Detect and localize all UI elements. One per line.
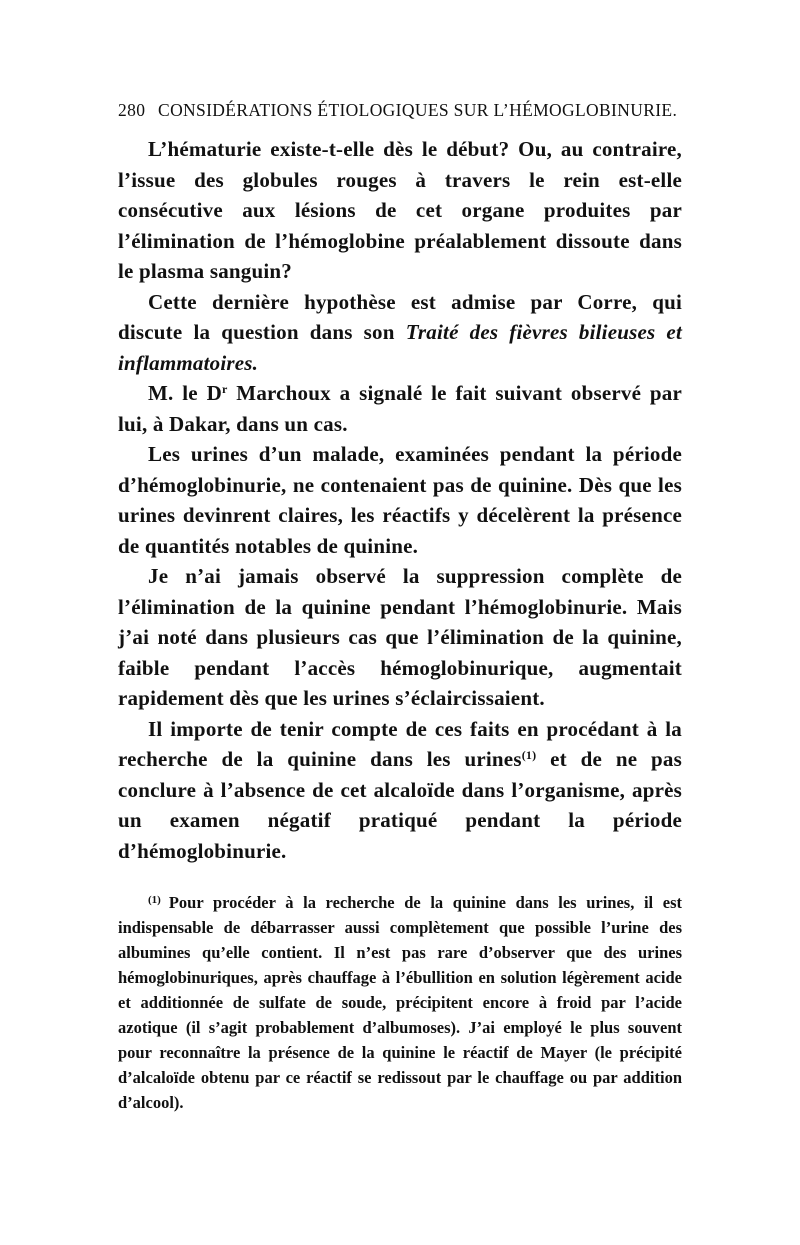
paragraph-2-text: Cette dernière hypothèse est admise par Corre, qui discute la question dans son	[118, 289, 682, 344]
paragraph-6-start: Il importe de tenir compte de ces faits en procédant à la recherche de la quinine dans les urines	[118, 716, 682, 771]
paragraph-5: Je n’ai jamais observé la suppression complète de l’élimination de la quinine pendant l’hémoglobinurie. Mais j’ai noté dans plusieurs cas que l’élimination de la quinine, faible pendant l’accès hémoglobinurique, augmentait rapidement dès que les urines s’éclaircissaient.	[118, 564, 682, 710]
running-header	[118, 98, 682, 122]
paragraph-6	[118, 714, 682, 867]
book-title: Traité des fièvres bilieuses et inflammatoires.	[118, 320, 682, 375]
paragraph-3-end: Marchoux a signalé le fait suivant observé par lui, à Dakar, dans un cas.	[118, 381, 683, 436]
page-number: 280	[118, 100, 146, 120]
paragraph-2	[118, 287, 682, 379]
footnote-reference: (1)	[521, 748, 537, 762]
paragraph-6-end: et de ne pas conclure à l’absence de cet alcaloïde dans l’organisme, après un examen négatif pratiqué pendant la période d’hémoglobinurie.	[118, 747, 682, 863]
doctor-superscript: r	[221, 382, 228, 396]
paragraph-4: Les urines d’un malade, examinées pendant la période d’hémoglobinurie, ne contenaient pas de quinine. Dès que les urines devinrent claires, les réactifs y décelèrent la présence de quantités notables de quinine.	[118, 442, 682, 558]
footnote-marker: (1)	[148, 894, 161, 906]
book-page	[118, 98, 682, 1115]
main-text	[118, 134, 682, 866]
paragraph-3	[118, 378, 682, 439]
running-title: CONSIDÉRATIONS ÉTIOLOGIQUES SUR L’HÉMOGLOBINURIE.	[158, 100, 678, 120]
paragraph-1: L’hématurie existe-t-elle dès le début? Ou, au contraire, l’issue des globules rouges à travers le rein est-elle consécutive aux lésions de cet organe produites par l’élimination de l’hémoglobine préalablement dissoute dans le plasma sanguin?	[118, 137, 682, 283]
footnote	[118, 890, 682, 1115]
footnote-text: Pour procéder à la recherche de la quinine dans les urines, il est indispensable de débarrasser aussi complètement que possible l’urine des albumines qu’elle contient. Il n’est pas rare d’observer que des urines hémoglobinuriques, après chauffage à l’ébullition en solution légèrement acide et additionnée de sulfate de soude, précipitent encore à froid par l’acide azotique (il s’agit probablement d’albumoses). J’ai employé le plus souvent pour reconnaître la présence de la quinine le réactif de Mayer (le précipité d’alcaloïde obtenu par ce réactif se redissout par le chauffage ou par addition d’alcool).	[118, 893, 682, 1112]
paragraph-3-start: M. le D	[148, 381, 222, 405]
